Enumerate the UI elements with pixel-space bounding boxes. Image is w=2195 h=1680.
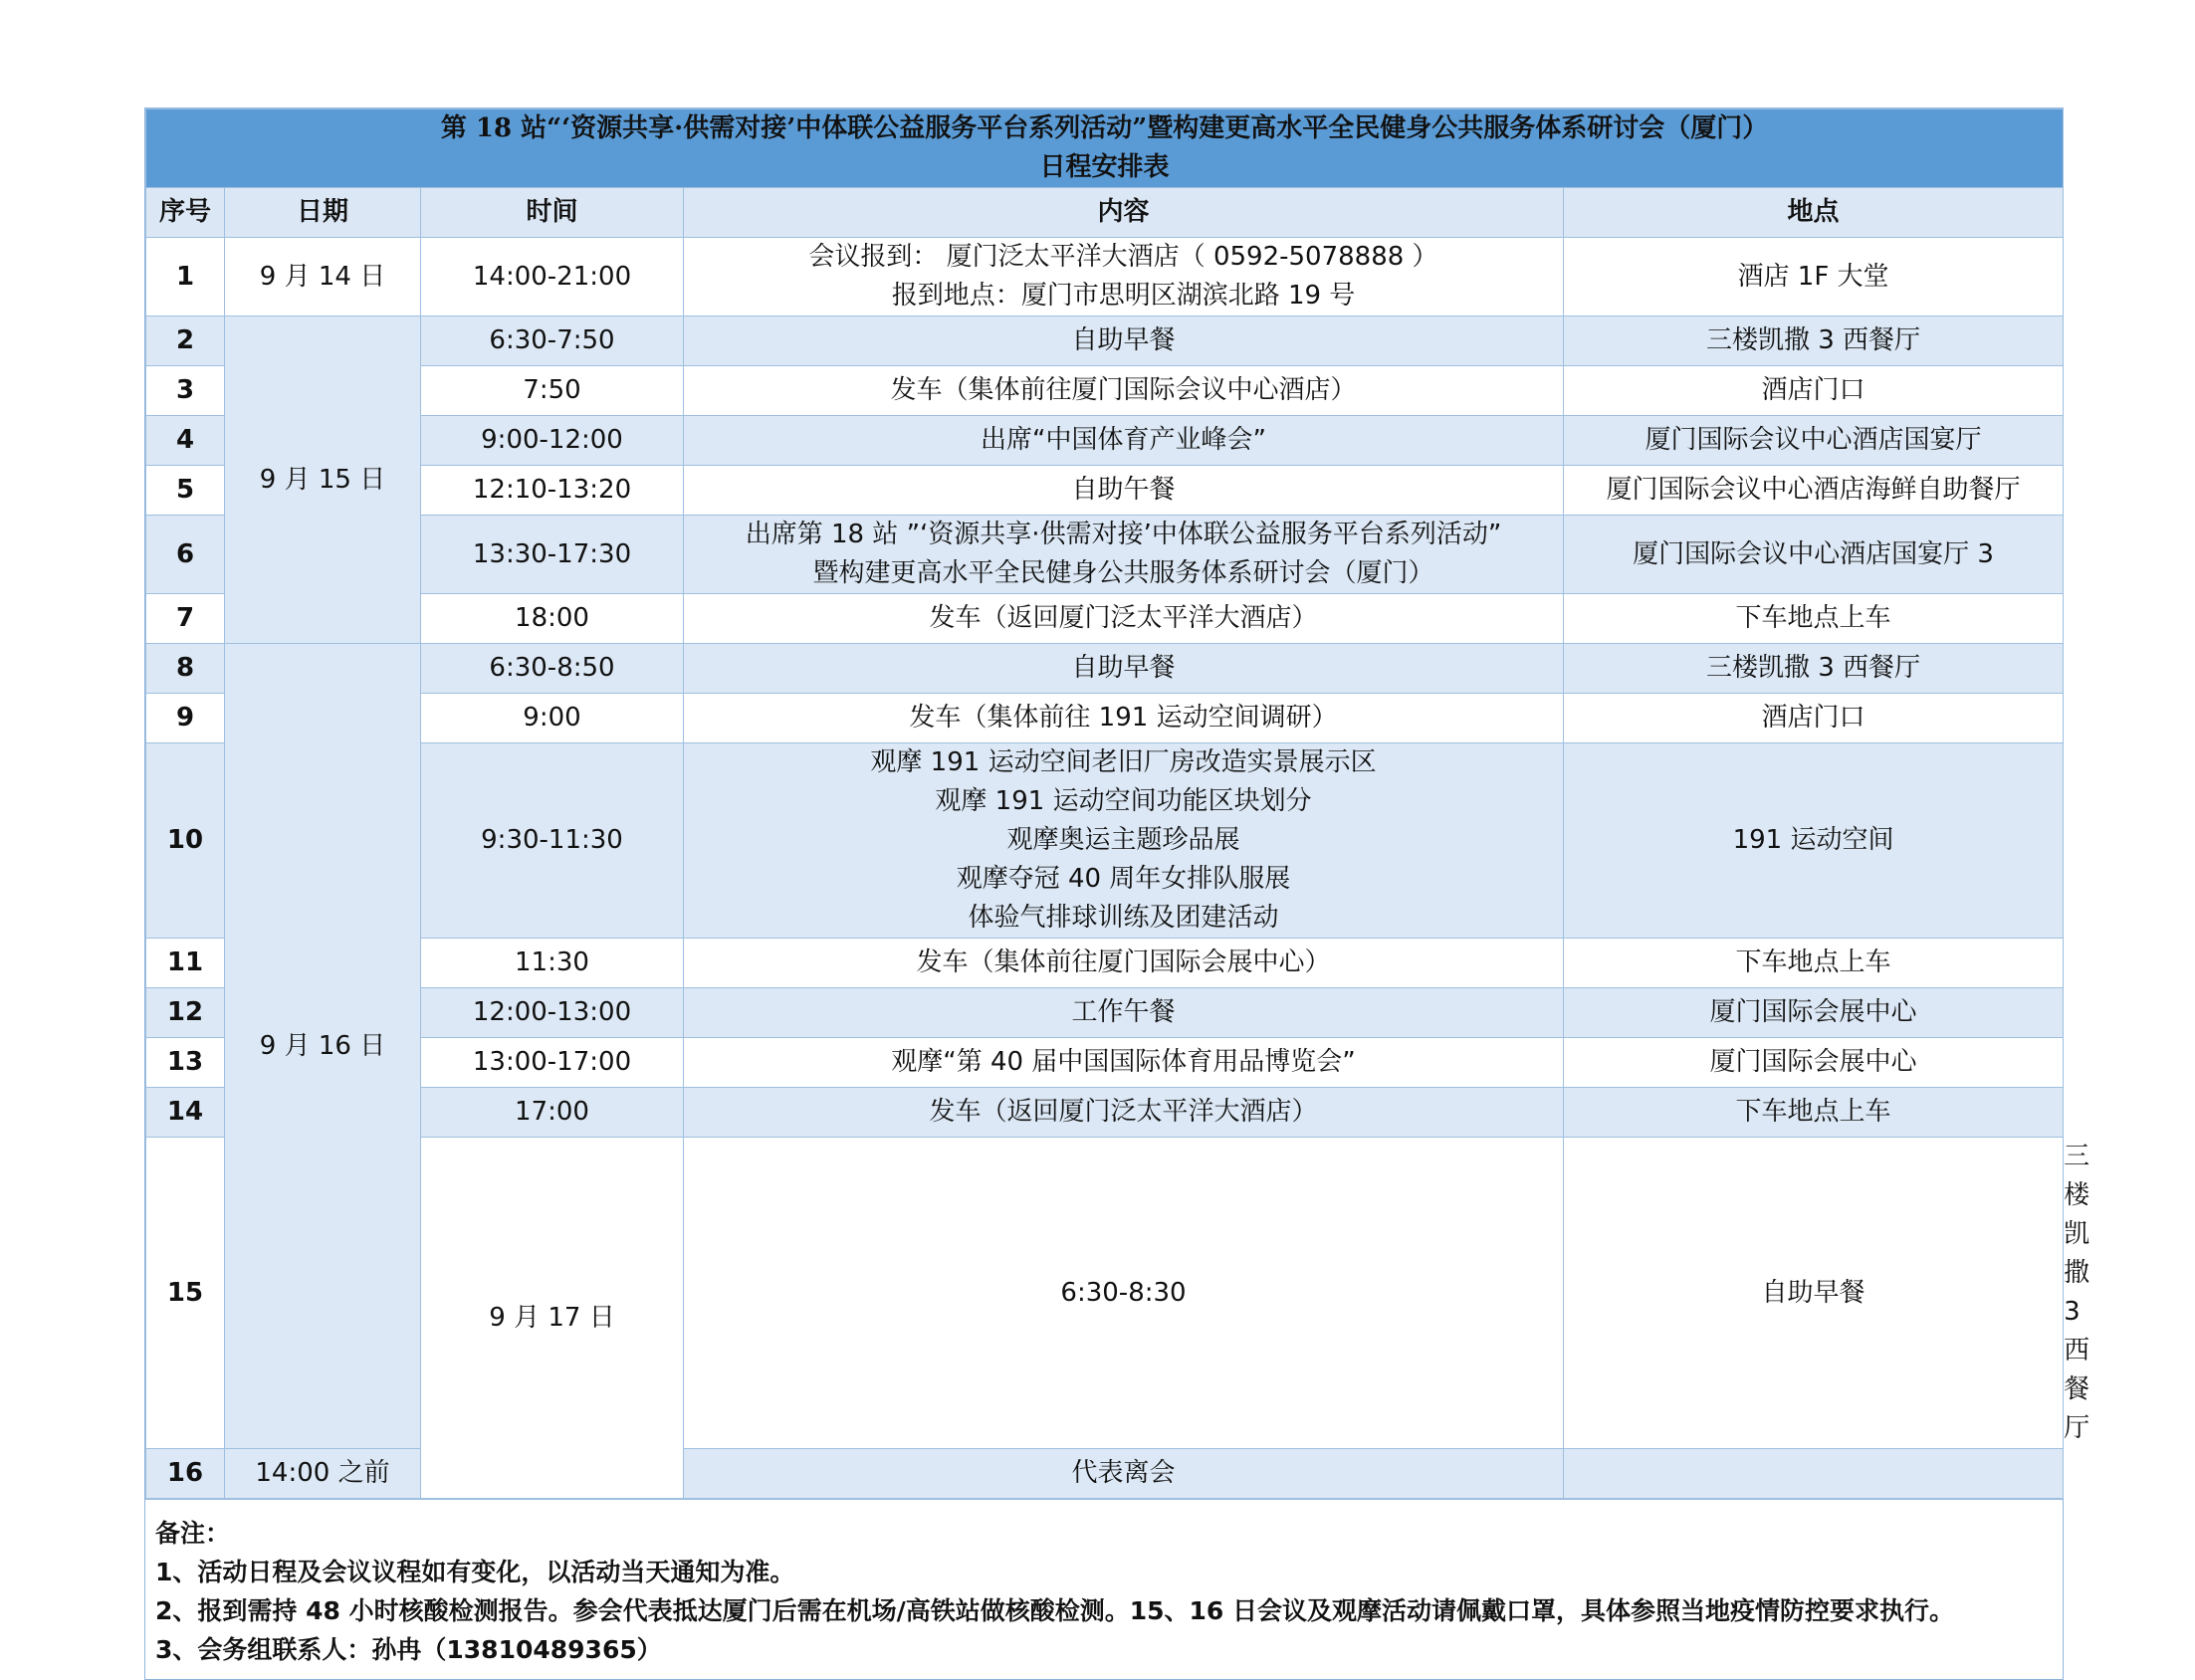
title-line-1: 第 18 站“‘资源共享·供需对接’中体联公益服务平台系列活动”暨构建更高水平全民健身公共服务体系研讨会（厦门） (440, 113, 1769, 143)
cell-location: 下车地点上车 (1564, 1088, 2064, 1138)
note-item-1: 1、活动日程及会议议程如有变化，以活动当天通知为准。 (155, 1558, 795, 1586)
content-line: 观摩“第 40 届中国国际体育用品博览会” (891, 1047, 1356, 1077)
cell-time: 12:10-13:20 (421, 466, 684, 516)
cell-no: 7 (146, 594, 225, 644)
content-line: 会议报到： 厦门泛太平洋大酒店（ 0592-5078888 ） (808, 242, 1438, 272)
cell-no: 16 (146, 1449, 225, 1499)
cell-content (684, 316, 1564, 366)
content-line: 观摩夺冠 40 周年女排队服展 (956, 864, 1291, 894)
cell-time: 13:30-17:30 (421, 516, 684, 594)
table-title (146, 109, 2064, 188)
note-item-3: 3、会务组联系人：孙冉（13810489365） (155, 1635, 662, 1664)
content-line: 自助早餐 (1071, 325, 1176, 355)
cell-no: 10 (146, 743, 225, 939)
cell-content (684, 466, 1564, 516)
content-line: 观摩 191 运动空间老旧厂房改造实景展示区 (870, 747, 1377, 777)
cell-content (684, 1038, 1564, 1088)
content-line: 体验气排球训练及团建活动 (968, 903, 1279, 933)
cell-time: 11:30 (421, 939, 684, 988)
cell-location: 厦门国际会展中心 (1564, 1038, 2064, 1088)
cell-location: 191 运动空间 (1564, 743, 2064, 939)
cell-content (684, 743, 1564, 939)
table-row (146, 466, 2064, 516)
cell-time: 14:00-21:00 (421, 238, 684, 316)
cell-date: 9 月 16 日 (225, 644, 421, 1449)
table-row (146, 694, 2064, 743)
content-line: 自助早餐 (1761, 1277, 1866, 1308)
cell-location (1564, 1449, 2064, 1499)
cell-no: 12 (146, 988, 225, 1038)
content-line: 报到地点：厦门市思明区湖滨北路 19 号 (891, 281, 1356, 311)
cell-location: 酒店门口 (1564, 366, 2064, 416)
cell-no: 9 (146, 694, 225, 743)
cell-time: 9:00 (421, 694, 684, 743)
content-line: 发车（集体前往 191 运动空间调研） (909, 703, 1338, 733)
cell-content (684, 694, 1564, 743)
cell-time: 13:00-17:00 (421, 1038, 684, 1088)
cell-no: 2 (146, 316, 225, 366)
notes-heading: 备注： (155, 1519, 231, 1548)
cell-location: 酒店门口 (1564, 694, 2064, 743)
header-location: 地点 (1564, 188, 2064, 238)
cell-no: 13 (146, 1038, 225, 1088)
cell-location: 下车地点上车 (1564, 594, 2064, 644)
header-content: 内容 (684, 188, 1564, 238)
cell-no: 1 (146, 238, 225, 316)
table-row (146, 939, 2064, 988)
cell-time: 9:00-12:00 (421, 416, 684, 466)
cell-date: 9 月 14 日 (225, 238, 421, 316)
title-line-2: 日程安排表 (1039, 152, 1170, 182)
header-time: 时间 (421, 188, 684, 238)
note-item-2: 2、报到需持 48 小时核酸检测报告。参会代表抵达厦门后需在机场/高铁站做核酸检测。15、16 日会议及观摩活动请佩戴口罩，具体参照当地疫情防控要求执行。 (155, 1596, 1955, 1625)
cell-time: 14:00 之前 (225, 1449, 421, 1499)
schedule-table (145, 108, 2090, 1499)
cell-time: 9:30-11:30 (421, 743, 684, 939)
table-row (146, 416, 2064, 466)
content-line: 观摩 191 运动空间功能区块划分 (935, 786, 1312, 816)
table-row (146, 238, 2064, 316)
cell-time: 7:50 (421, 366, 684, 416)
table-row (146, 644, 2064, 694)
cell-content (684, 644, 1564, 694)
cell-time: 6:30-7:50 (421, 316, 684, 366)
cell-location: 厦门国际会议中心酒店国宴厅 3 (1564, 516, 2064, 594)
cell-location: 下车地点上车 (1564, 939, 2064, 988)
cell-location: 厦门国际会展中心 (1564, 988, 2064, 1038)
cell-no: 3 (146, 366, 225, 416)
cell-content (684, 988, 1564, 1038)
schedule-document (144, 107, 2090, 1680)
table-row (146, 1038, 2064, 1088)
content-line: 发车（集体前往厦门国际会议中心酒店） (890, 375, 1357, 405)
cell-no: 8 (146, 644, 225, 694)
table-row (146, 516, 2064, 594)
content-line: 出席“中国体育产业峰会” (981, 425, 1266, 455)
cell-location: 酒店 1F 大堂 (1564, 238, 2064, 316)
cell-no: 6 (146, 516, 225, 594)
cell-no: 4 (146, 416, 225, 466)
cell-content (684, 416, 1564, 466)
cell-time: 18:00 (421, 594, 684, 644)
notes-section (145, 1499, 2063, 1679)
cell-no: 5 (146, 466, 225, 516)
table-row (146, 988, 2064, 1038)
cell-time: 6:30-8:50 (421, 644, 684, 694)
table-row (146, 316, 2064, 366)
content-line: 发车（返回厦门泛太平洋大酒店） (929, 1097, 1318, 1127)
cell-no: 11 (146, 939, 225, 988)
cell-content (684, 594, 1564, 644)
cell-content (684, 1088, 1564, 1138)
cell-content (684, 516, 1564, 594)
content-line: 发车（集体前往厦门国际会展中心） (916, 947, 1331, 977)
cell-time: 12:00-13:00 (421, 988, 684, 1038)
content-line: 观摩奥运主题珍品展 (1006, 825, 1240, 855)
table-row (146, 743, 2064, 939)
table-row: 15 9 月 17 日 6:30-8:30 自助早餐 三楼凯撒 3 西餐厅 (146, 1138, 2064, 1449)
cell-content (684, 939, 1564, 988)
content-line: 出席第 18 站 ”‘资源共享·供需对接’中体联公益服务平台系列活动” (745, 520, 1502, 549)
table-row (146, 594, 2064, 644)
header-date: 日期 (225, 188, 421, 238)
cell-location: 三楼凯撒 3 西餐厅 (1564, 644, 2064, 694)
cell-content (684, 366, 1564, 416)
cell-date: 9 月 17 日 (421, 1138, 684, 1499)
table-row (146, 366, 2064, 416)
cell-time: 6:30-8:30 (684, 1138, 1564, 1449)
cell-location: 厦门国际会议中心酒店海鲜自助餐厅 (1564, 466, 2064, 516)
cell-content (684, 238, 1564, 316)
content-line: 暨构建更高水平全民健身公共服务体系研讨会（厦门） (812, 558, 1434, 588)
content-line: 代表离会 (1071, 1458, 1176, 1488)
cell-no: 14 (146, 1088, 225, 1138)
content-line: 自助早餐 (1071, 653, 1176, 683)
cell-time: 17:00 (421, 1088, 684, 1138)
cell-content (1564, 1138, 2064, 1449)
content-line: 自助午餐 (1071, 475, 1176, 505)
cell-location: 厦门国际会议中心酒店国宴厅 (1564, 416, 2064, 466)
header-no: 序号 (146, 188, 225, 238)
content-line: 工作午餐 (1071, 997, 1176, 1027)
cell-no: 15 (146, 1138, 225, 1449)
cell-location: 三楼凯撒 3 西餐厅 (1564, 316, 2064, 366)
table-row (146, 1088, 2064, 1138)
cell-content (684, 1449, 1564, 1499)
content-line: 发车（返回厦门泛太平洋大酒店） (929, 603, 1318, 633)
cell-date: 9 月 15 日 (225, 316, 421, 644)
